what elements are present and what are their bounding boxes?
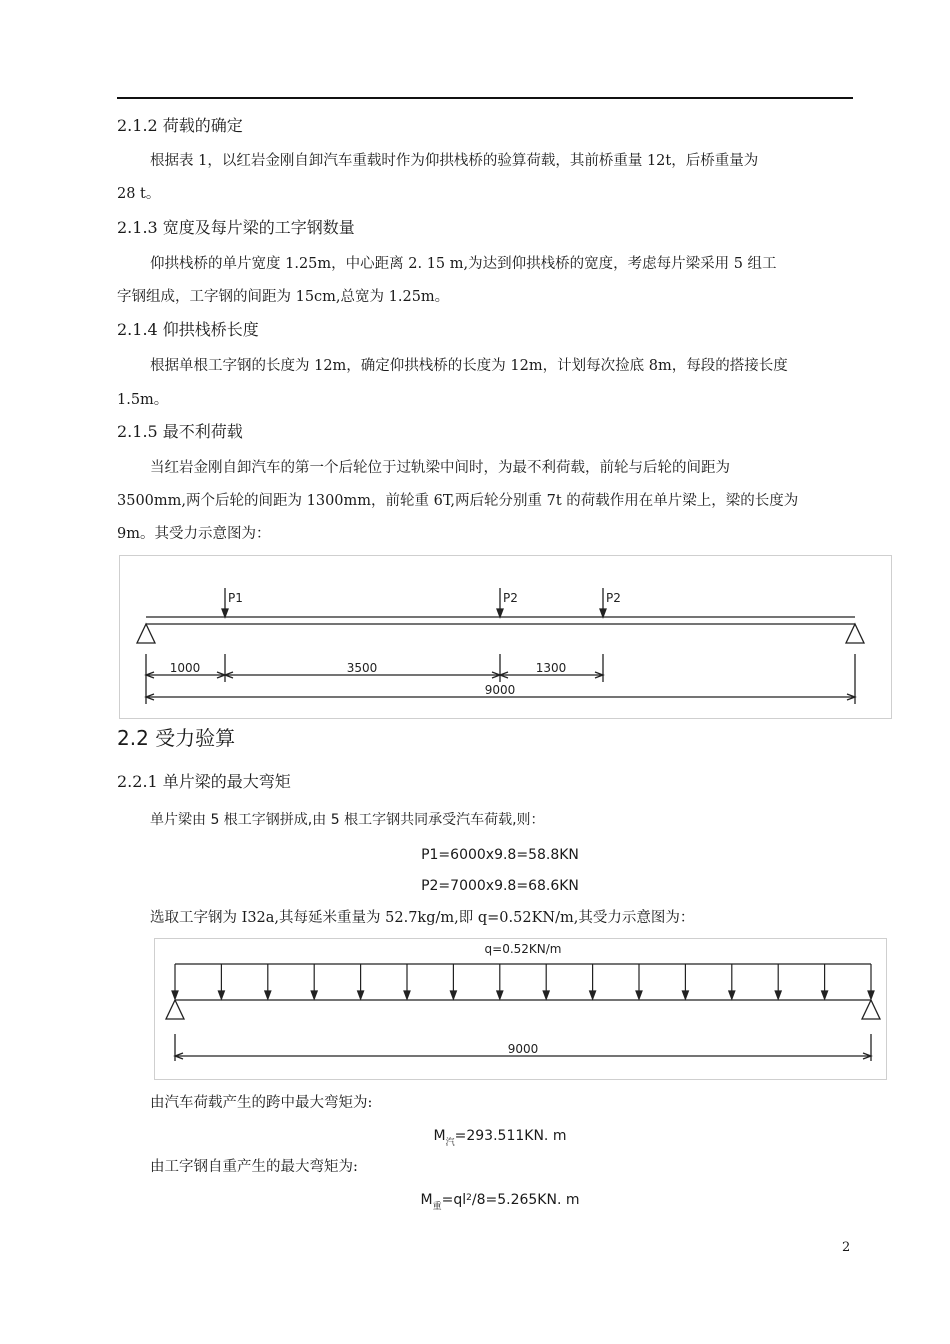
paragraph-text: 根据表 1，以红岩金刚自卸汽车重载时作为仰拱栈桥的验算荷载，其前桥重量 12t，后桥重量为 [150,153,759,169]
arrowhead-icon [775,991,781,999]
dim-label-1300: 1300 [535,661,567,675]
moment-subscript: 汽 [445,1138,455,1148]
arrowhead-icon [636,991,642,999]
uniform-load-svg [155,939,886,1079]
paragraph-text: 由工字钢自重产生的最大弯矩为: [150,1159,358,1175]
page-number: 2 [842,1240,851,1255]
equation-m-selfweight [350,1190,650,1212]
arrowhead-icon [497,991,503,999]
paragraph-text: 3500mm,两个后轮的间距为 1300mm，前轮重 6T,两后轮分别重 7t 的荷载作用在单片梁上，梁的长度为 [117,493,799,509]
arrowhead-icon [404,991,410,999]
arrowhead-icon [311,991,317,999]
paragraph-text: 仰拱栈桥的单片宽度 1.25m，中心距离 2. 15 m,为达到仰拱栈桥的宽度，考虑每片梁采用 5 组工 [150,256,777,272]
load-label-p2a: P2 [503,591,518,605]
arrowhead-icon [450,991,456,999]
left-support-icon [166,1000,184,1019]
arrowhead-icon [497,609,503,617]
arrowhead-icon [729,991,735,999]
dim-label-total: 9000 [507,1042,539,1056]
uniform-load-label: q=0.52KN/m [484,942,562,956]
section-2-2-heading: 2.2 受力验算 [117,726,236,750]
moment-formula-pre: =ql [441,1192,467,1208]
arrowhead-icon [265,991,271,999]
arrowhead-icon [868,991,874,999]
arrowhead-icon [682,991,688,999]
equation-p2: P2=7000x9.8=68.6KN [421,878,579,894]
beam-load-diagram-2 [154,938,887,1080]
paragraph-text: 根据单根工字钢的长度为 12m，确定仰拱栈桥的长度为 12m，计划每次捡底 8m，每段的搭接长度 [150,358,788,374]
section-2-1-3-heading: 2.1.3 宽度及每片梁的工字钢数量 [117,218,355,237]
paragraph-text: 单片梁由 5 根工字钢拼成,由 5 根工字钢共同承受汽车荷载,则： [150,812,545,828]
right-support-icon [846,624,864,643]
arrowhead-icon [590,991,596,999]
section-2-1-4-heading: 2.1.4 仰拱栈桥长度 [117,320,259,339]
arrowhead-icon [218,991,224,999]
uniform-load-arrows [172,964,874,999]
dim-label-3500: 3500 [346,661,378,675]
paragraph-text: 1.5m。 [117,392,169,408]
beam-diagram-svg [120,556,891,718]
paragraph-text: 28 t。 [117,186,161,202]
moment-superscript: 2 [466,1193,472,1203]
moment-symbol: M [433,1128,446,1144]
paragraph-text: 由汽车荷载产生的跨中最大弯矩为: [150,1095,373,1111]
section-2-1-2-heading: 2.1.2 荷载的确定 [117,116,243,135]
paragraph-text: 9m。其受力示意图为： [117,526,271,542]
moment-value: =293.511KN. m [454,1128,567,1144]
equation-p1: P1=6000x9.8=58.8KN [421,847,579,863]
paragraph-text: 当红岩金刚自卸汽车的第一个后轮位于过轨梁中间时，为最不利荷载，前轮与后轮的间距为 [150,460,730,476]
paragraph-text: 选取工字钢为 I32a,其每延米重量为 52.7kg/m,即 q=0.52KN/m,其受力示意图为： [150,910,695,926]
arrowhead-icon [822,991,828,999]
dim-label-total: 9000 [484,683,516,697]
arrowhead-icon [172,991,178,999]
arrowhead-icon [222,609,228,617]
section-2-1-5-heading: 2.1.5 最不利荷载 [117,422,243,441]
left-support-icon [137,624,155,643]
dim-label-1000: 1000 [169,661,201,675]
equation-m-vehicle [350,1126,650,1148]
moment-subscript: 重 [432,1202,442,1212]
arrowhead-icon [358,991,364,999]
header-rule [117,97,853,99]
moment-symbol: M [420,1192,433,1208]
paragraph-text: 字钢组成，工字钢的间距为 15cm,总宽为 1.25m。 [117,289,450,305]
section-2-2-1-heading: 2.2.1 单片梁的最大弯矩 [117,772,291,791]
arrowhead-icon [543,991,549,999]
load-label-p1: P1 [228,591,243,605]
load-label-p2b: P2 [606,591,621,605]
moment-formula-post: /8=5.265KN. m [471,1192,580,1208]
right-support-icon [862,1000,880,1019]
beam-load-diagram-1 [119,555,892,719]
arrowhead-icon [600,609,606,617]
